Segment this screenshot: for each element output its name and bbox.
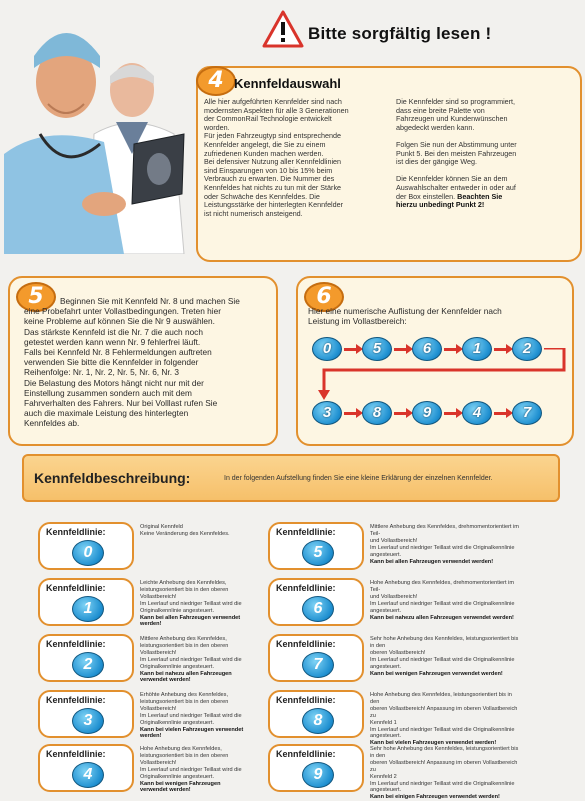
card-number: 6 — [302, 596, 334, 622]
card-number: 7 — [302, 652, 334, 678]
card-label: Kennfeldlinie: — [276, 749, 336, 759]
sequence-circle: 6 — [412, 337, 442, 361]
arrow-right-icon — [494, 412, 508, 415]
leistung-text: Hier eine numerische Auflistung der Kennfelder nach Leistung im Vollastbereich: — [308, 306, 502, 327]
card-number: 1 — [72, 596, 104, 622]
probefahrt-panel — [8, 276, 278, 446]
card-number: 4 — [72, 762, 104, 788]
sequence-circle: 5 — [362, 337, 392, 361]
arrow-right-icon — [344, 412, 358, 415]
sequence-circle: 2 — [512, 337, 542, 361]
step-badge: 4 — [196, 66, 236, 96]
leistung-panel — [296, 276, 574, 446]
kennfeld-card-8 — [268, 690, 364, 738]
card-description: Hohe Anhebung des Kennfeldes, leistungsorientiert bis in den oberen Vollastbereich! Im Leerlauf und niedriger Teillast wird die Originalkennlinie angesteuert. Kann bei wenigen Fahrzeugen verwendet werden! — [140, 746, 242, 794]
card-label: Kennfeldlinie: — [46, 639, 106, 649]
card-number: 2 — [72, 652, 104, 678]
sequence-circle: 4 — [462, 401, 492, 425]
card-description: Erhöhte Anhebung des Kennfeldes, leistungsorientiert bis in den oberen Vollastbereich! Im Leerlauf und niedriger Teillast wird die Originalkennlinie angesteuert. Kann bei vielen Fahrzeugen verwendet werden! — [140, 692, 244, 740]
card-description: Mittlere Anhebung des Kennfeldes, leistungsorientiert bis in den oberen Vollastbereich! Im Leerlauf und niedriger Teillast wird die Originalkennlinie angesteuert. Kann bei nahezu allen Fahrzeugen verwendet werden! — [140, 636, 242, 684]
card-label: Kennfeldlinie: — [276, 695, 336, 705]
card-label: Kennfeldlinie: — [276, 583, 336, 593]
card-label: Kennfeldlinie: — [276, 639, 336, 649]
kennfeld-card-9 — [268, 744, 364, 792]
kennfeld-card-3 — [38, 690, 134, 738]
sequence-circle: 0 — [312, 337, 342, 361]
arrow-right-icon — [394, 412, 408, 415]
card-description: Hohe Anhebung des Kennfeldes, drehmomentorientiert im Teil- und Vollastbereich! Im Leerlauf und niedriger Teillast wird die Originalkennlinie angesteuert. Kann bei nahezu allen Fahrzeugen verwendet werden! — [370, 580, 515, 621]
kennfeld-card-7 — [268, 634, 364, 682]
warning-icon — [262, 10, 304, 48]
card-label: Kennfeldlinie: — [46, 749, 106, 759]
card-description: Sehr hohe Anhebung des Kennfeldes, leistungsorientiert bis in den oberen Vollastbereich! Im Leerlauf und niedriger Teillast wird die Originalkennlinie angesteuert. Kann bei wenigen Fahrzeugen verwendet werden! — [370, 636, 519, 677]
description-subtitle: In der folgenden Aufstellung finden Sie eine kleine Erklärung der einzelnen Kennfelder. — [224, 475, 493, 482]
kennfeld-card-6 — [268, 578, 364, 626]
card-number: 0 — [72, 540, 104, 566]
section-title: Kennfeldauswahl — [234, 76, 341, 91]
kennfeldauswahl-panel — [196, 66, 582, 262]
step-badge: 5 — [16, 282, 56, 312]
card-number: 9 — [302, 762, 334, 788]
card-description: Original Kennfeld Keine Veränderung des Kennfeldes. — [140, 524, 230, 537]
kennfeldauswahl-text-right: Die Kennfelder sind so programmiert, dass eine breite Palette von Fahrzeugen und Kundenwünschen abgedeckt werden kann. Folgen Sie nun der Abstimmung unter Punkt 5. Bei den meisten Fahrzeugen ist dies der gängige Weg. Die Kennfelder können Sie an dem Auswahlschalter entweder in oder auf der Box einstellen. Beachten Sie hierzu unbedingt Punkt 2! — [396, 97, 517, 210]
kennfeldauswahl-text-left: Alle hier aufgeführten Kennfelder sind nach modernsten Aspekten für alle 3 Generationen der CommonRail Technologie entwickelt worden. Für jeden Fahrzeugtyp sind entsprechende Kennfelder angelegt, die Sie zu einem zufriedenen Kunden machen werden. Bei defensiver Nutzung aller Kennfeldlinien sind Einsparungen von 10 bis 15% beim Verbrauch zu erwarten. Die Nummer des Kennfeldes hat nichts zu tun mit der Stärke oder Schwäche des Kennfeldes. Die Leistungsstärke der hinterlegten Kennfelder ist nicht numerisch ansteigend. — [204, 97, 349, 218]
kennfeld-card-2 — [38, 634, 134, 682]
sequence-circle: 7 — [512, 401, 542, 425]
card-description: Hohe Anhebung des Kennfeldes, leistungsorientiert bis in den oberen Vollastbereich! Anpassung im oberen Vollastbereich zu Kennfeld 1 Im Leerlauf und niedriger Teillast wird die Originalkennlinie angesteuert. Kann bei vielen Fahrzeugen verwendet werden! — [370, 692, 518, 747]
sequence-circle: 9 — [412, 401, 442, 425]
step-badge: 6 — [304, 282, 344, 312]
description-title: Kennfeldbeschreibung: — [34, 470, 191, 486]
kennfeld-card-1 — [38, 578, 134, 626]
card-label: Kennfeldlinie: — [276, 527, 336, 537]
sequence-circle: 3 — [312, 401, 342, 425]
sequence-circle: 1 — [462, 337, 492, 361]
arrow-right-icon — [444, 412, 458, 415]
kennfeld-card-5 — [268, 522, 364, 570]
card-description: Mittlere Anhebung des Kennfeldes, drehmomentorientiert im Teil- und Vollastbereich! Im Leerlauf und niedriger Teillast wird die Originalkennlinie angesteuert. Kann bei allen Fahrzeugen verwendet werden! — [370, 524, 519, 565]
sequence-row-2 — [298, 398, 576, 428]
card-description: Leichte Anhebung des Kennfeldes, leistungsorientiert bis in den oberen Vollastbereich! Im Leerlauf und niedriger Teillast wird die Originalkennlinie angesteuert. Kann bei allen Fahrzeugen verwendet werden! — [140, 580, 242, 628]
kennfeld-card-0 — [38, 522, 134, 570]
card-number: 8 — [302, 708, 334, 734]
sequence-circle: 8 — [362, 401, 392, 425]
probefahrt-text: Beginnen Sie mit Kennfeld Nr. 8 und machen Sie eine Probefahrt unter Vollastbedingungen. Treten hier keine Probleme auf können Sie die Nr 9 auswählen. Das stärkste Kennfeld ist die Nr. 7 die auch noch getestet werden kann wenn Nr. 9 fehlerfrei läuft. Falls bei Kennfeld Nr. 8 Fehlermeldungen auftreten verwenden Sie bitte die Kennfelder in folgender Reihenfolge: Nr. 1, Nr. 2, Nr. 5, Nr. 6, Nr. 3 Die Belastung des Motors hängt nicht nur mit der Einstellung zusammen sondern auch mit dem Fahrverhalten des Fahrers. Nur bei Volllast rufen Sie auch die maximale Leistung des hinterlegten Kennfeldes ab. — [24, 296, 240, 429]
card-label: Kennfeldlinie: — [46, 527, 106, 537]
card-description: Sehr hohe Anhebung des Kennfeldes, leistungsorientiert bis in den oberen Vollastbereich! Anpassung im oberen Vollastbereich zu Kennfeld 2 Im Leerlauf und niedriger Teillast wird die Originalkennlinie angesteuert. Kann bei einigen Fahrzeugen verwendet werden! — [370, 746, 519, 801]
description-header — [22, 454, 560, 502]
card-label: Kennfeldlinie: — [46, 695, 106, 705]
doctors-photo — [4, 4, 200, 254]
card-label: Kennfeldlinie: — [46, 583, 106, 593]
page-title: Bitte sorgfältig lesen ! — [308, 24, 492, 43]
connector-arrow-icon — [318, 348, 570, 404]
kennfeld-card-4 — [38, 744, 134, 792]
card-number: 3 — [72, 708, 104, 734]
card-number: 5 — [302, 540, 334, 566]
